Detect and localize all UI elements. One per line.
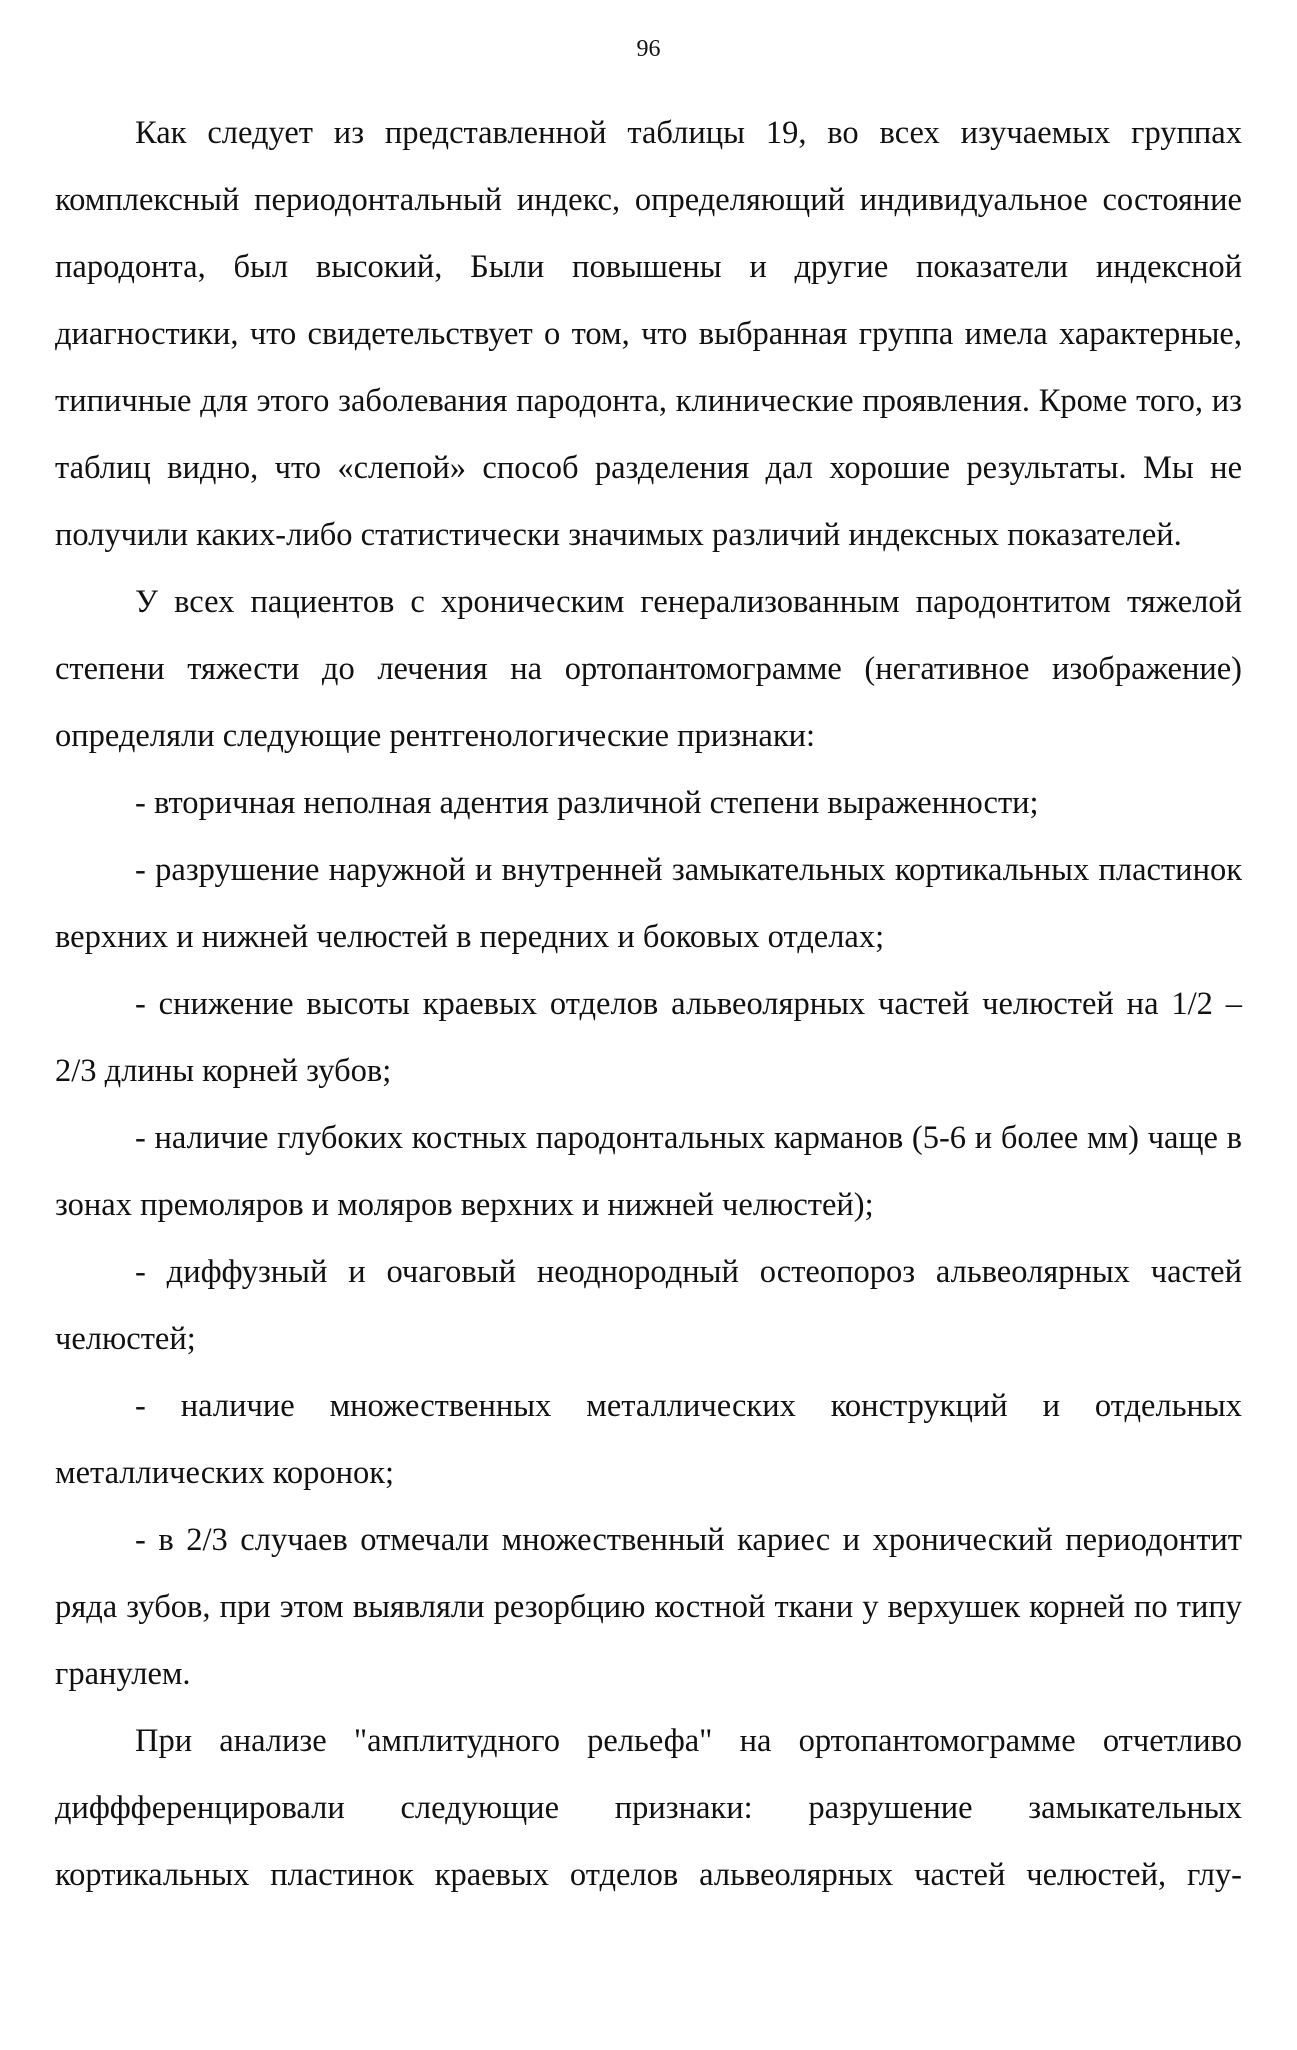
list-item: - диффузный и очаговый неоднородный остеопороз альвеолярных частей челюстей;	[55, 1254, 1242, 1357]
list-item: - в 2/3 случаев отмечали множественный кариес и хронический периодонтит ряда зубов, при этом выявляли резорбцию костной ткани у верхушек корней по типу гранулем.	[55, 1522, 1242, 1692]
body-text	[55, 100, 1242, 1909]
paragraph: У всех пациентов с хроническим генерализованным пародонтитом тяжелой степени тяжести до лечения на ортопантомограмме (негативное изображение) определяли следующие рентгенологические признаки:	[55, 584, 1242, 754]
list-item: - наличие глубоких костных пародонтальных карманов (5-6 и более мм) чаще в зонах премоляров и моляров верхних и нижней челюстей);	[55, 1120, 1242, 1223]
list-item: - наличие множественных металлических конструкций и отдельных металлических коронок;	[55, 1388, 1242, 1491]
page-number: 96	[636, 36, 661, 62]
paragraph: При анализе "амплитудного рельефа" на ортопантомограмме отчетливо диффференцировали следующие признаки: разрушение замыкательных кортикальных пластинок краевых отделов альвеолярных частей челюстей, глу-	[55, 1723, 1242, 1893]
list-item: - снижение высоты краевых отделов альвеолярных частей челюстей на 1/2 – 2/3 длины корней зубов;	[55, 986, 1242, 1089]
list-item: - разрушение наружной и внутренней замыкательных кортикальных пластинок верхних и нижней челюстей в передних и боковых отделах;	[55, 852, 1242, 955]
list-item: - вторичная неполная адентия различной степени выраженности;	[135, 785, 1039, 821]
paragraph: Как следует из представленной таблицы 19, во всех изучаемых группах комплексный периодонтальный индекс, определяющий индивидуальное состояние пародонта, был высокий, Были повышены и другие показатели индексной диагностики, что свидетельствует о том, что выбранная группа имела характерные, типичные для этого заболевания пародонта, клинические проявления. Кроме того, из таблиц видно, что «слепой» способ разделения дал хорошие результаты. Мы не получили каких-либо статистически значимых различий индексных показателей.	[55, 115, 1242, 553]
